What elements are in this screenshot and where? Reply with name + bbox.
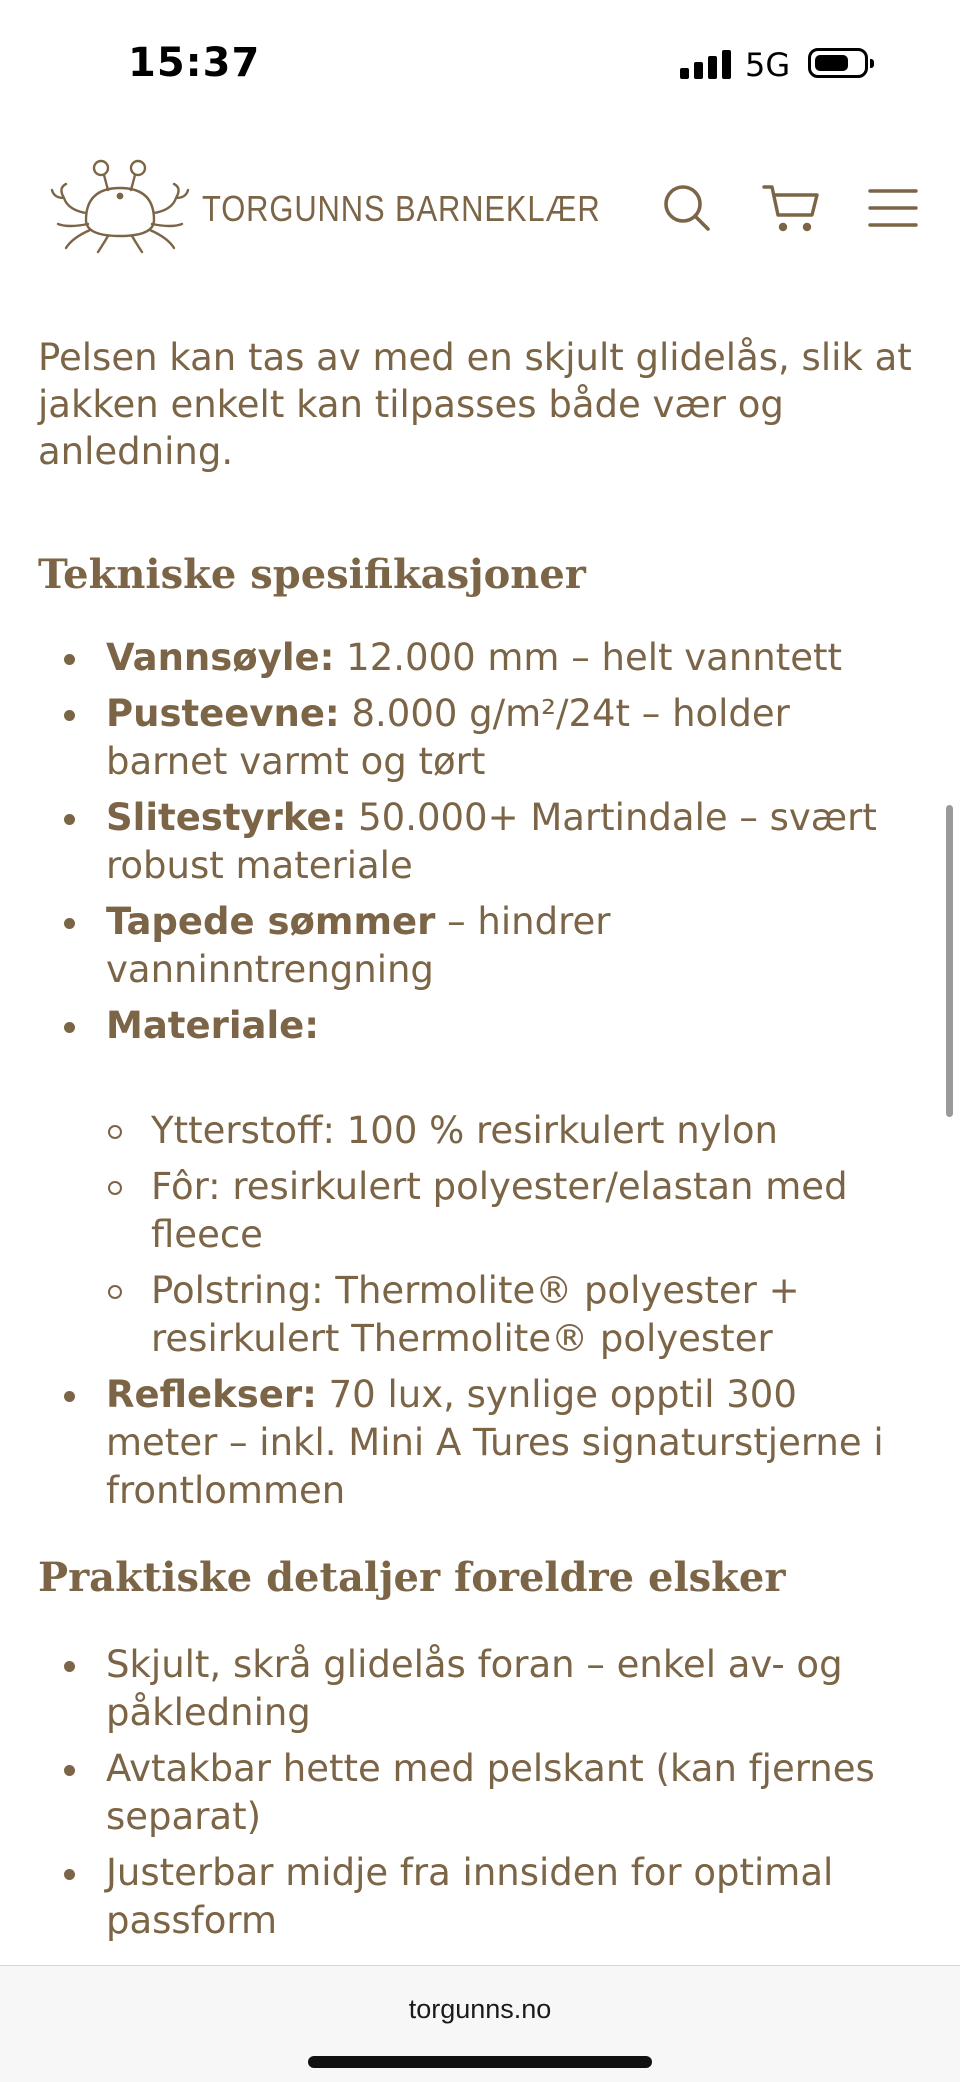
intro-paragraph: Pelsen kan tas av med en skjult glidelås, slik at jakken enkelt kan tilpasses både vær og anledning.	[38, 336, 912, 473]
spec-label: Pusteevne:	[106, 692, 340, 735]
materials-list	[106, 1107, 918, 1363]
spec-label: Materiale:	[106, 1004, 320, 1047]
practical-details-heading: Praktiske detaljer foreldre elsker	[38, 1554, 786, 1601]
practical-item: Justerbar midje fra innsiden for optimal passform	[38, 1849, 918, 1945]
spec-value: 8.000 g/m²/24t – holder barnet varmt og tørt	[106, 692, 790, 783]
spec-label: Reflekser:	[106, 1373, 317, 1416]
spec-value: 50.000+ Martindale – svært robust materiale	[106, 796, 877, 887]
spec-label: Slitestyrke:	[106, 796, 347, 839]
spec-item-material	[38, 1002, 918, 1363]
home-indicator[interactable]	[308, 2056, 652, 2068]
spec-item	[38, 794, 918, 890]
practical-list	[38, 1641, 918, 1945]
scrollbar[interactable]	[946, 805, 953, 1117]
site-header	[0, 130, 960, 285]
technical-specs-heading: Tekniske spesifikasjoner	[38, 551, 586, 598]
status-bar	[0, 0, 960, 130]
spec-label: Tapede sømmer	[106, 900, 436, 943]
url-bar[interactable]: torgunns.no	[408, 1994, 552, 2024]
product-description	[38, 285, 918, 1953]
status-time: 15:37	[128, 40, 261, 86]
network-type: 5G	[745, 46, 791, 84]
logo-text[interactable]: TORGUNNS BARNEKLÆR	[202, 188, 601, 229]
spec-item	[38, 690, 918, 786]
practical-item: Skjult, skrå glidelås foran – enkel av- og påkledning	[38, 1641, 918, 1737]
spec-item	[38, 1371, 918, 1515]
spec-item	[38, 898, 918, 994]
battery-icon	[808, 48, 868, 78]
browser-bottom-bar	[0, 1965, 960, 2082]
material-item: Fôr: resirkulert polyester/elastan med fleece	[106, 1163, 918, 1259]
spec-value: 12.000 mm – helt vanntett	[334, 636, 843, 679]
signal-icon	[680, 49, 731, 79]
crab-logo-icon[interactable]	[48, 158, 198, 258]
cart-icon[interactable]	[762, 183, 822, 233]
spec-value: – hindrer vanninntrengning	[106, 900, 611, 991]
material-item: Ytterstoff: 100 % resirkulert nylon	[106, 1107, 918, 1155]
practical-item: Avtakbar hette med pelskant (kan fjernes separat)	[38, 1745, 918, 1841]
spec-item	[38, 634, 918, 682]
menu-icon[interactable]	[868, 183, 918, 233]
spec-value: 70 lux, synlige opptil 300 meter – inkl. Mini A Tures signaturstjerne i frontlommen	[106, 1373, 884, 1512]
spec-label: Vannsøyle:	[106, 636, 335, 679]
search-icon[interactable]	[662, 183, 712, 233]
specs-list	[38, 634, 918, 1515]
material-item: Polstring: Thermolite® polyester + resirkulert Thermolite® polyester	[106, 1267, 918, 1363]
